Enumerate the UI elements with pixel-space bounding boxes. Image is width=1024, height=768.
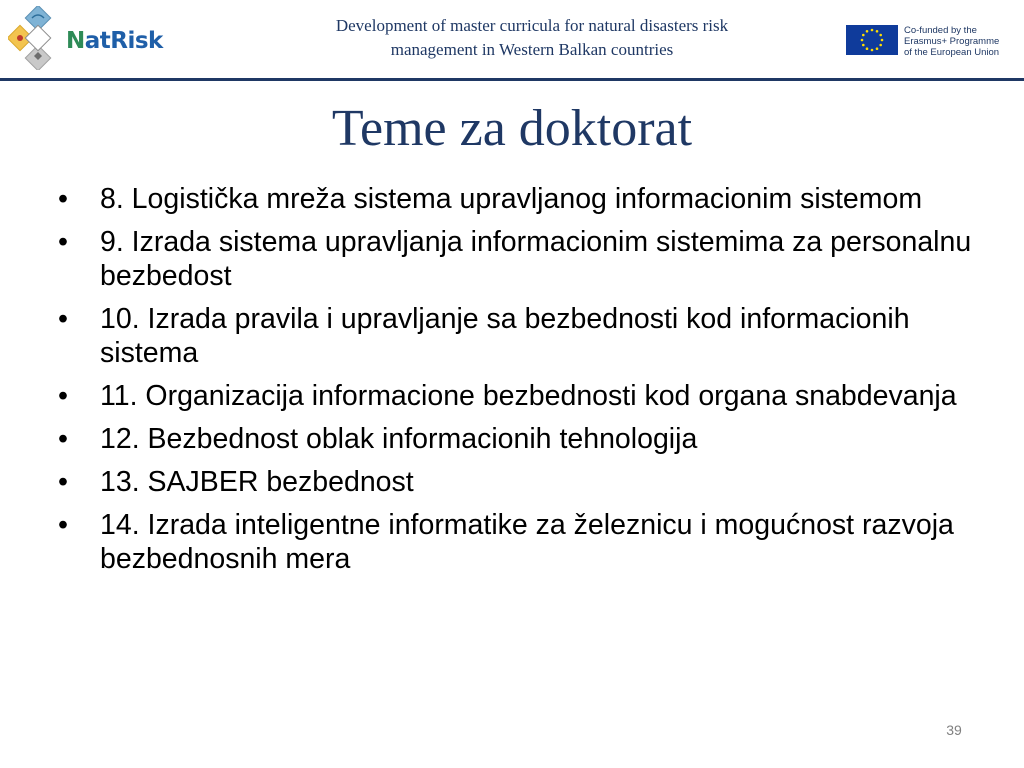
list-item <box>56 182 976 216</box>
slide-header <box>0 0 1024 78</box>
list-item <box>56 465 976 499</box>
eu-text-line-3: of the European Union <box>904 47 1000 58</box>
bullet-icon: • <box>58 509 68 541</box>
natrisk-diamond-icon <box>8 6 68 70</box>
eu-flag-icon <box>846 25 898 55</box>
slide-title: Teme za doktorat <box>331 100 693 157</box>
topic-list <box>56 182 976 585</box>
eu-text-line-1: Co-funded by the <box>904 25 977 36</box>
project-title-line-1: Development of master curricula for natural disasters risk <box>335 16 729 35</box>
list-item-text: 9. Izrada sistema upravljanja informacionim sistemima za personalnu bezbedost <box>100 226 972 292</box>
list-item-text: 13. SAJBER bezbednost <box>100 466 414 498</box>
list-item-text: 12. Bezbednost oblak informacionih tehnologija <box>100 423 698 455</box>
bullet-icon: • <box>58 226 68 258</box>
list-item <box>56 422 976 456</box>
list-item-text: 8. Logistička mreža sistema upravljanog informacionim sistemom <box>100 183 923 215</box>
list-item <box>56 379 976 413</box>
page-number: 39 <box>946 722 962 738</box>
list-item <box>56 508 976 576</box>
list-item-text: 10. Izrada pravila i upravljanje sa bezbednosti kod informacionih sistema <box>100 303 910 369</box>
natrisk-logo <box>8 6 168 70</box>
bullet-icon: • <box>58 380 68 412</box>
logo-letter-n: N <box>66 28 85 54</box>
header-divider <box>0 78 1024 81</box>
eu-text-line-2: Erasmus+ Programme <box>904 36 1000 47</box>
list-item <box>56 302 976 370</box>
natrisk-wordmark <box>66 28 163 54</box>
bullet-icon: • <box>58 423 68 455</box>
bullet-icon: • <box>58 303 68 335</box>
logo-letters-rest: atRisk <box>84 28 163 54</box>
bullet-icon: • <box>58 183 68 215</box>
list-item-text: 14. Izrada inteligentne informatike za železnicu i mogućnost razvoja bezbednosnih mera <box>100 509 954 575</box>
eu-cofunding-text <box>904 25 1020 58</box>
project-title <box>262 14 802 62</box>
list-item <box>56 225 976 293</box>
list-item-text: 11. Organizacija informacione bezbednosti kod organa snabdevanja <box>100 380 957 412</box>
project-title-line-2: management in Western Balkan countries <box>390 40 674 59</box>
bullet-icon: • <box>58 466 68 498</box>
